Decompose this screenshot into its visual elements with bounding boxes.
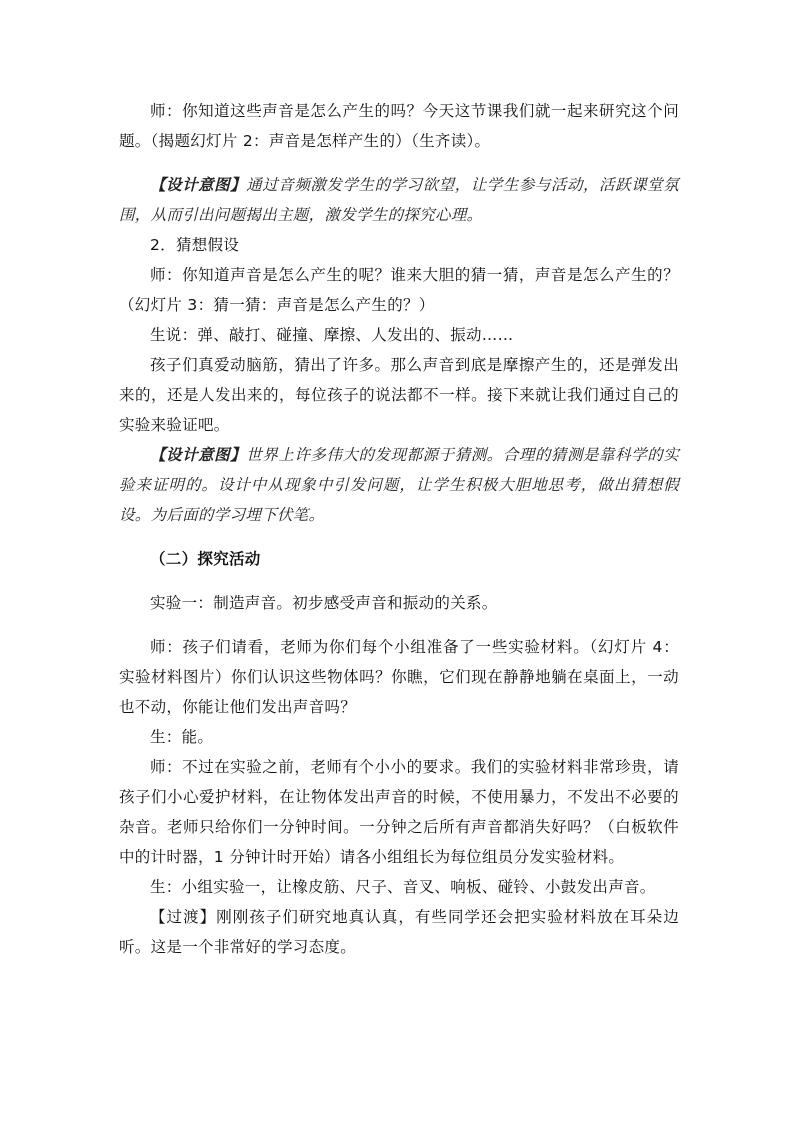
design-intent-text: 通过音频激发学生的学习欲望，让学生参与活动，活跃课堂氛围，从而引出问题揭出主题，激发学生的探究心理。 xyxy=(119,176,679,224)
paragraph-student-experiment: 生：小组实验一，让橡皮筋、尺子、音叉、响板、碰铃、小鼓发出声音。 xyxy=(150,878,656,896)
design-intent-text: 世界上许多伟大的发现都源于猜测。合理的猜测是靠科学的实验来证明的。设计中从现象中引发问题，让学生积极大胆地思考，做出猜想假设。为后面的学习埋下伏笔。 xyxy=(119,446,679,524)
paragraph-student-answers: 生说：弹、敲打、碰撞、摩擦、人发出的、振动…… xyxy=(150,326,514,344)
paragraph-student-yes: 生：能。 xyxy=(150,728,214,746)
design-intent-2 xyxy=(119,440,679,530)
transition-tag: 【过渡】 xyxy=(150,908,217,926)
section-heading-explore: （二）探究活动 xyxy=(150,550,261,568)
design-intent-1 xyxy=(119,170,679,230)
paragraph-teacher-summary: 孩子们真爱动脑筋，猜出了许多。那么声音到底是摩擦产生的，还是弹发出来的，还是人发出来的，每位孩子的说法都不一样。接下来就让我们通过自己的实验来验证吧。 xyxy=(119,356,679,434)
design-intent-tag: 【设计意图】 xyxy=(150,445,247,464)
paragraph-teacher-guess: 师：你知道声音是怎么产生的呢？谁来大胆的猜一猜，声音是怎么产生的？（幻灯片 3：猜一猜：声音是怎么产生的？） xyxy=(119,266,679,314)
paragraph-transition xyxy=(119,902,679,962)
paragraph-experiment-one: 实验一：制造声音。初步感受声音和振动的关系。 xyxy=(150,594,498,612)
paragraph-teacher-question: 师：你知道这些声音是怎么产生的吗？今天这节课我们就一起来研究这个问题。（揭题幻灯片 2：声音是怎样产生的）（生齐读）。 xyxy=(119,102,679,150)
design-intent-tag: 【设计意图】 xyxy=(150,175,247,194)
document-body xyxy=(119,96,679,962)
transition-text: 刚刚孩子们研究地真认真，有些同学还会把实验材料放在耳朵边听。这是一个非常好的学习态度。 xyxy=(119,908,679,956)
section-heading-guess: 2．猜想假设 xyxy=(150,236,240,254)
paragraph-teacher-materials: 师：孩子们请看，老师为你们每个小组准备了一些实验材料。（幻灯片 4：实验材料图片）你们认识这些物体吗？你瞧，它们现在静静地躺在桌面上，一动也不动，你能让他们发出声音吗？ xyxy=(119,638,679,716)
paragraph-teacher-rules: 师：不过在实验之前，老师有个小小的要求。我们的实验材料非常珍贵，请孩子们小心爱护材料，在让物体发出声音的时候，不使用暴力，不发出不必要的杂音。老师只给你们一分钟时间。一分钟之后所有声音都消失好吗？（白板软件中的计时器，1 分钟计时开始）请各小组组长为每位组员分发实验材料。 xyxy=(119,758,679,866)
